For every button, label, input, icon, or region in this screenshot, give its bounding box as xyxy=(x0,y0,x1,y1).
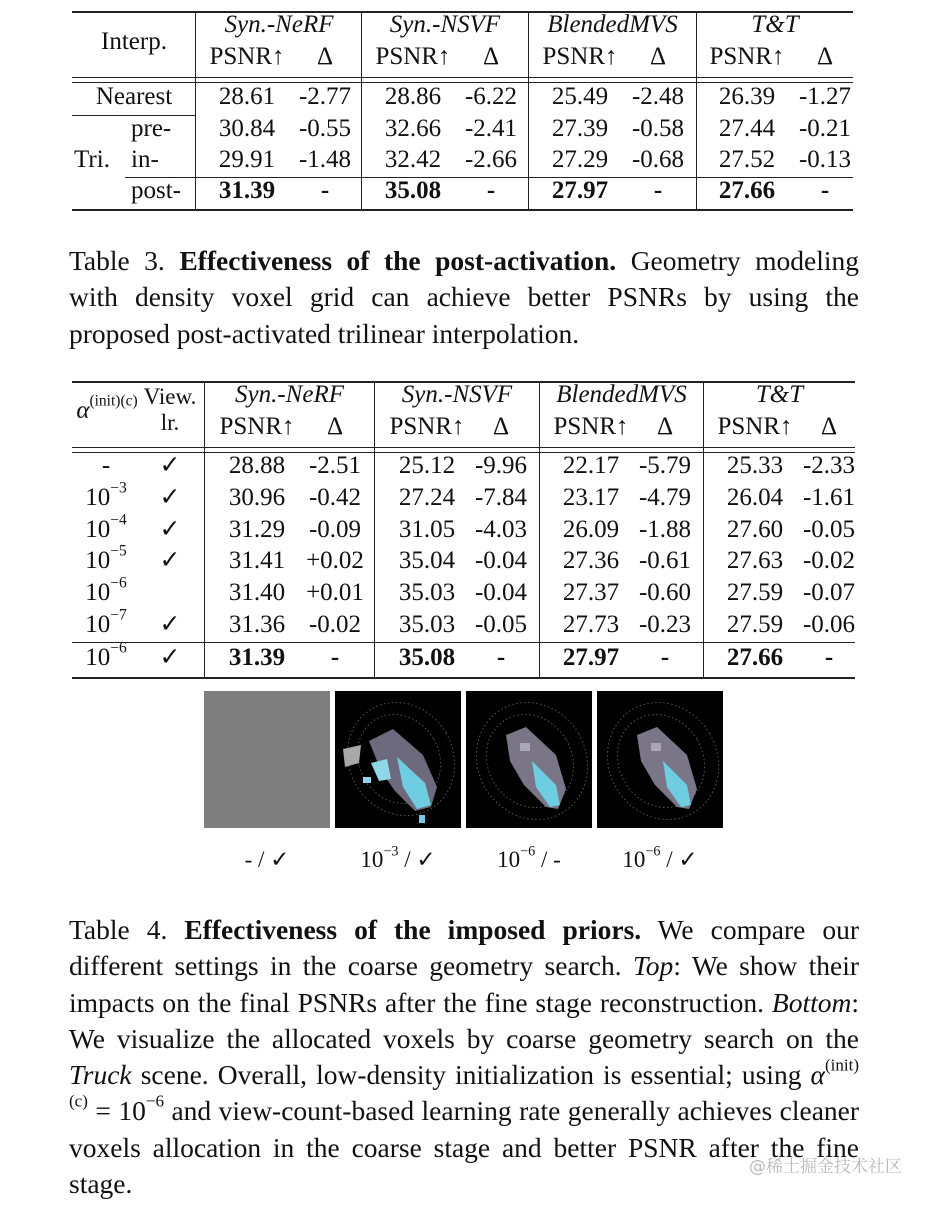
table4-cell: -0.06 xyxy=(802,611,856,638)
table3-dataset-header: BlendedMVS xyxy=(547,11,678,38)
table3-caption-text: Geometry modeling with density voxel grid can achieve better PSNRs by using the proposed post-activated trilinear interpolation. xyxy=(69,245,860,349)
table4-dataset-header: BlendedMVS xyxy=(556,381,687,408)
table4-cell: 31.40 xyxy=(228,579,286,606)
table4-alpha-header: $\alpha^{(init)(c)}$ xyxy=(76,392,138,424)
table3-bottom-rule xyxy=(72,209,853,211)
table4-cell: 31.05 xyxy=(398,516,456,543)
table3-dataset-header: Syn.-NSVF xyxy=(389,11,501,38)
table4-cell: -9.96 xyxy=(474,452,528,479)
table4-cell: 25.33 xyxy=(726,452,784,479)
table3-metric-header: PSNR↑ xyxy=(542,43,618,70)
table3-caption-title: Effectiveness of the post-activation. xyxy=(179,245,617,276)
table4-cell: -2.33 xyxy=(802,452,856,479)
table4-alpha-cell: $10^{-7}$ xyxy=(85,606,127,638)
table4-cell: - xyxy=(660,644,670,671)
table3-cell: 26.39 xyxy=(718,83,776,110)
table4-caption-label: Table 4. xyxy=(69,914,168,945)
table3-cell: 31.39 xyxy=(218,177,276,204)
table3-caption-label: Table 3. xyxy=(69,245,165,276)
table4-alpha-cell: $10^{-4}$ xyxy=(85,511,127,543)
table3-row-label: post- xyxy=(131,177,181,204)
table4-cell: 35.04 xyxy=(398,547,456,574)
table4-view-cell: ✓ xyxy=(159,484,181,511)
table4-cell: -0.42 xyxy=(308,484,362,511)
table4-cell: 31.36 xyxy=(228,611,286,638)
table4-alpha-cell: $10^{-3}$ xyxy=(85,479,127,511)
table4-cell: 26.04 xyxy=(726,484,784,511)
table4-cell: - xyxy=(330,644,340,671)
voxel-thumbnail xyxy=(597,691,723,828)
table3-delta-header: Δ xyxy=(482,43,500,70)
table3-cell: -1.27 xyxy=(798,83,852,110)
table3-cell: 29.91 xyxy=(218,146,276,173)
table3-cell: 25.49 xyxy=(551,83,609,110)
table4-cell: -2.51 xyxy=(308,452,362,479)
table3-cell: 27.44 xyxy=(718,115,776,142)
table4-cell: -0.61 xyxy=(638,547,692,574)
table3-cell: - xyxy=(820,177,830,204)
table3-cell: 27.39 xyxy=(551,115,609,142)
table4-cell: 27.60 xyxy=(726,516,784,543)
table4-delta-header: Δ xyxy=(656,413,674,440)
table3-cell: 27.66 xyxy=(718,177,776,204)
table4-cell: 35.08 xyxy=(398,644,456,671)
table3-cell: - xyxy=(320,177,330,204)
table3-cell: -1.48 xyxy=(298,146,352,173)
table3-cell: -2.66 xyxy=(464,146,518,173)
table4-cell: -0.04 xyxy=(474,579,528,606)
table3-delta-header: Δ xyxy=(649,43,667,70)
table3-metric-header: PSNR↑ xyxy=(709,43,785,70)
table4-header-rule xyxy=(72,447,855,448)
table4-metric-header: PSNR↑ xyxy=(389,413,465,440)
table4-cell: 27.63 xyxy=(726,547,784,574)
table4-cell: 27.36 xyxy=(562,547,620,574)
table3-cell: 28.86 xyxy=(384,83,442,110)
table3-cell: -0.21 xyxy=(798,115,852,142)
table4-cell: -0.09 xyxy=(308,516,362,543)
table4-vrule xyxy=(703,381,704,677)
table4-cell: -1.88 xyxy=(638,516,692,543)
table4-cell: -7.84 xyxy=(474,484,528,511)
table4-vrule xyxy=(374,381,375,677)
table3-row-header: Interp. xyxy=(101,28,167,55)
table3-vrule xyxy=(696,11,697,209)
table3-cell: - xyxy=(653,177,663,204)
table3-row-label: in- xyxy=(131,146,159,173)
table4-metric-header: PSNR↑ xyxy=(219,413,295,440)
table4-view-cell: ✓ xyxy=(159,516,181,543)
table4-vrule xyxy=(539,381,540,677)
table3-caption xyxy=(69,243,859,352)
table4-cell: 27.66 xyxy=(726,644,784,671)
table4-cell: 26.09 xyxy=(562,516,620,543)
table4-metric-header: PSNR↑ xyxy=(553,413,629,440)
table4-cell: - xyxy=(496,644,506,671)
table4-view-cell: ✓ xyxy=(159,547,181,574)
table3-dataset-header: Syn.-NeRF xyxy=(224,11,334,38)
table4-cell: -0.07 xyxy=(802,579,856,606)
table4-view-cell: ✓ xyxy=(159,611,181,638)
table3-cell: -6.22 xyxy=(464,83,518,110)
table3-cell: 30.84 xyxy=(218,115,276,142)
thumbnail-caption: $10^{-3}$ / ✓ xyxy=(360,843,436,872)
table4-dataset-header: Syn.-NeRF xyxy=(235,381,344,408)
table3-dataset-header: T&T xyxy=(751,11,799,38)
table3-header-rule xyxy=(72,77,853,78)
table4-cell: 35.03 xyxy=(398,611,456,638)
table4-cell: -0.60 xyxy=(638,579,692,606)
table3-vrule xyxy=(361,11,362,209)
table4-cell: -4.79 xyxy=(638,484,692,511)
table4-bottom-rule xyxy=(72,677,855,679)
table4-cell: -0.05 xyxy=(474,611,528,638)
table3-cell: -0.55 xyxy=(298,115,352,142)
table4-cell: 27.37 xyxy=(562,579,620,606)
table3-cell: 32.66 xyxy=(384,115,442,142)
table3-cell: - xyxy=(486,177,496,204)
table3-cell: -2.41 xyxy=(464,115,518,142)
table4-cell: 27.59 xyxy=(726,611,784,638)
table3-cell: -0.58 xyxy=(631,115,685,142)
table4-cell: 27.97 xyxy=(562,644,620,671)
watermark: @稀土掘金技术社区 xyxy=(749,1157,902,1177)
table4-cell: 31.41 xyxy=(228,547,286,574)
thumbnail-caption: $10^{-6}$ / - xyxy=(497,843,561,872)
table3-cell: -2.77 xyxy=(298,83,352,110)
table4-lr-header: lr. xyxy=(160,410,180,435)
table3-delta-header: Δ xyxy=(816,43,834,70)
table3-cell: 28.61 xyxy=(218,83,276,110)
table4-cell: -0.23 xyxy=(638,611,692,638)
table4-cell: -1.61 xyxy=(802,484,856,511)
table4-dataset-header: T&T xyxy=(755,381,804,408)
table3-delta-header: Δ xyxy=(316,43,334,70)
table3-group-label: Tri. xyxy=(74,146,110,173)
table4-cell: 30.96 xyxy=(228,484,286,511)
table4-cell: -5.79 xyxy=(638,452,692,479)
table4-cell: -0.05 xyxy=(802,516,856,543)
table4-view-cell: ✓ xyxy=(159,644,181,671)
table4-cell: 28.88 xyxy=(228,452,286,479)
table4-vrule xyxy=(204,381,205,677)
table3-cell: -0.13 xyxy=(798,146,852,173)
voxel-thumbnail xyxy=(466,691,592,828)
table4-delta-header: Δ xyxy=(326,413,344,440)
table3-cell: 35.08 xyxy=(384,177,442,204)
table4-cell: 27.24 xyxy=(398,484,456,511)
thumbnail-caption: $10^{-6}$ / ✓ xyxy=(622,843,698,872)
table3-cell: -0.68 xyxy=(631,146,685,173)
table3-metric-header: PSNR↑ xyxy=(375,43,451,70)
voxel-thumbnail xyxy=(335,691,461,828)
table4-cell: 31.39 xyxy=(228,644,286,671)
table4-dataset-header: Syn.-NSVF xyxy=(401,381,513,408)
table3-row-label: pre- xyxy=(131,115,172,142)
table4-alpha-cell: $10^{-6}$ xyxy=(85,574,127,606)
table4-cell: -0.04 xyxy=(474,547,528,574)
table4-cell: 31.29 xyxy=(228,516,286,543)
table4-delta-header: Δ xyxy=(820,413,838,440)
table4-caption: Table 4. Effectiveness of the imposed priors. We compare our different settings in the coarse geometry search. Top: We show their impacts on the final PSNRs after the fine stage reconstruction. Bottom: We visualize the allocated voxels by coarse geometry search on the Truck scene. Overall, low-density initialization is essential; using $\alpha^{(init)(c)} = 10^{-6}$ and view-count-based learning rate generally achieves cleaner voxels allocation in the coarse stage and better PSNR after the fine stage. xyxy=(69,914,860,1200)
table4-metric-header: PSNR↑ xyxy=(717,413,793,440)
table4-view-header: View. xyxy=(143,384,197,409)
table4-cell: +0.01 xyxy=(306,579,364,606)
table4-cell: -0.02 xyxy=(308,611,362,638)
thumbnail-caption: - / ✓ xyxy=(244,847,290,872)
table4-cell: 25.12 xyxy=(398,452,456,479)
table3-metric-header: PSNR↑ xyxy=(209,43,285,70)
table4-alpha-cell: $10^{-6}$ xyxy=(85,639,127,671)
table4-delta-header: Δ xyxy=(492,413,510,440)
table4-cell: 35.03 xyxy=(398,579,456,606)
table3-cell: 27.29 xyxy=(551,146,609,173)
table4-cell: -4.03 xyxy=(474,516,528,543)
table4-cell: +0.02 xyxy=(306,547,364,574)
table4-cell: - xyxy=(824,644,834,671)
table3-cell: -2.48 xyxy=(631,83,685,110)
table3-row-label: Nearest xyxy=(95,83,173,110)
table4-caption-title: Effectiveness of the imposed priors. xyxy=(184,914,642,945)
table4-cell: -0.02 xyxy=(802,547,856,574)
table3-cell: 27.52 xyxy=(718,146,776,173)
table4-view-cell: ✓ xyxy=(159,452,181,479)
table3-cell: 27.97 xyxy=(551,177,609,204)
table3-cell: 32.42 xyxy=(384,146,442,173)
table3-vrule xyxy=(528,11,529,209)
table4-alpha-cell: - xyxy=(101,452,111,479)
table4-cell: 27.59 xyxy=(726,579,784,606)
table4-alpha-cell: $10^{-5}$ xyxy=(85,542,127,574)
table4-cell: 27.73 xyxy=(562,611,620,638)
voxel-thumbnail xyxy=(204,691,330,828)
table4-cell: 23.17 xyxy=(562,484,620,511)
table4-cell: 22.17 xyxy=(562,452,620,479)
